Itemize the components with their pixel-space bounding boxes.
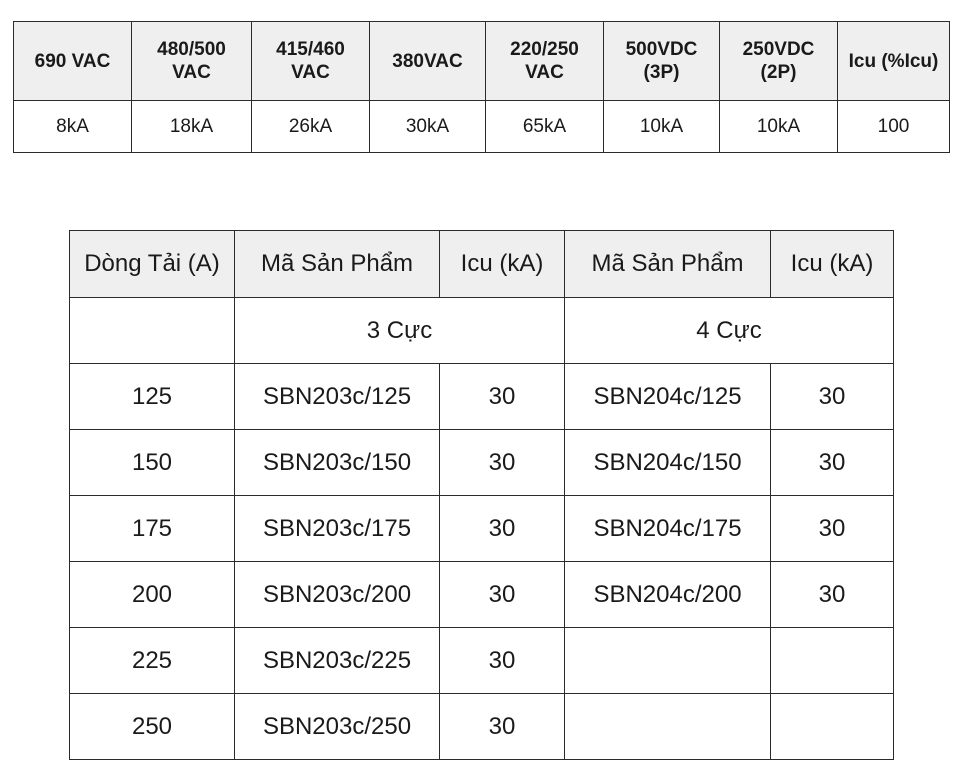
table-row <box>70 628 894 694</box>
header-cell: Dòng Tải (A) <box>70 231 235 298</box>
table-cell <box>771 694 894 760</box>
table-cell: 150 <box>70 430 235 496</box>
header-cell: Mã Sản Phẩm <box>565 231 771 298</box>
table-cell <box>565 694 771 760</box>
table-row <box>70 496 894 562</box>
table-row <box>70 694 894 760</box>
header-cell: 415/460 VAC <box>252 22 370 101</box>
table-cell: 30 <box>440 430 565 496</box>
header-cell: 250VDC (2P) <box>720 22 838 101</box>
table-cell: 30 <box>440 628 565 694</box>
table-cell: 225 <box>70 628 235 694</box>
header-cell: Mã Sản Phẩm <box>235 231 440 298</box>
table-cell: SBN204c/200 <box>565 562 771 628</box>
table-cell: SBN203c/250 <box>235 694 440 760</box>
table-cell: 30kA <box>370 101 486 153</box>
table-cell: 30 <box>440 694 565 760</box>
table-cell: SBN203c/200 <box>235 562 440 628</box>
table-cell: 30 <box>440 364 565 430</box>
table-cell: 200 <box>70 562 235 628</box>
table-cell: SBN203c/175 <box>235 496 440 562</box>
table-cell: SBN204c/175 <box>565 496 771 562</box>
table-cell: 30 <box>771 496 894 562</box>
table-cell: 8kA <box>14 101 132 153</box>
table-cell: SBN204c/150 <box>565 430 771 496</box>
table-row <box>70 364 894 430</box>
table-header-row <box>70 231 894 298</box>
table-cell <box>565 628 771 694</box>
table-cell: 10kA <box>604 101 720 153</box>
table-cell: 250 <box>70 694 235 760</box>
table-cell: SBN203c/225 <box>235 628 440 694</box>
header-cell: Icu (%Icu) <box>838 22 950 101</box>
table-cell: 26kA <box>252 101 370 153</box>
table-cell: 10kA <box>720 101 838 153</box>
table-cell: SBN204c/125 <box>565 364 771 430</box>
header-cell: Icu (kA) <box>440 231 565 298</box>
header-cell: 480/500 VAC <box>132 22 252 101</box>
table-cell: 30 <box>771 364 894 430</box>
product-code-table <box>69 230 894 760</box>
table-cell: SBN203c/150 <box>235 430 440 496</box>
pole-group-4p: 4 Cực <box>565 298 894 364</box>
header-cell: 500VDC (3P) <box>604 22 720 101</box>
table-cell: 100 <box>838 101 950 153</box>
header-cell: Icu (kA) <box>771 231 894 298</box>
pole-group-row <box>70 298 894 364</box>
breaking-capacity-table <box>13 21 950 153</box>
table-cell: 30 <box>771 430 894 496</box>
pole-group-3p: 3 Cực <box>235 298 565 364</box>
table-header-row <box>14 22 950 101</box>
table-cell: 30 <box>771 562 894 628</box>
table-cell <box>70 298 235 364</box>
table-row <box>70 562 894 628</box>
table-cell: 175 <box>70 496 235 562</box>
header-cell: 380VAC <box>370 22 486 101</box>
header-cell: 220/250 VAC <box>486 22 604 101</box>
table-row <box>70 430 894 496</box>
table-cell: 65kA <box>486 101 604 153</box>
table-cell: 30 <box>440 496 565 562</box>
table-row <box>14 101 950 153</box>
table-cell: 30 <box>440 562 565 628</box>
table-cell: 125 <box>70 364 235 430</box>
table-cell: 18kA <box>132 101 252 153</box>
table-cell: SBN203c/125 <box>235 364 440 430</box>
table-cell <box>771 628 894 694</box>
header-cell: 690 VAC <box>14 22 132 101</box>
